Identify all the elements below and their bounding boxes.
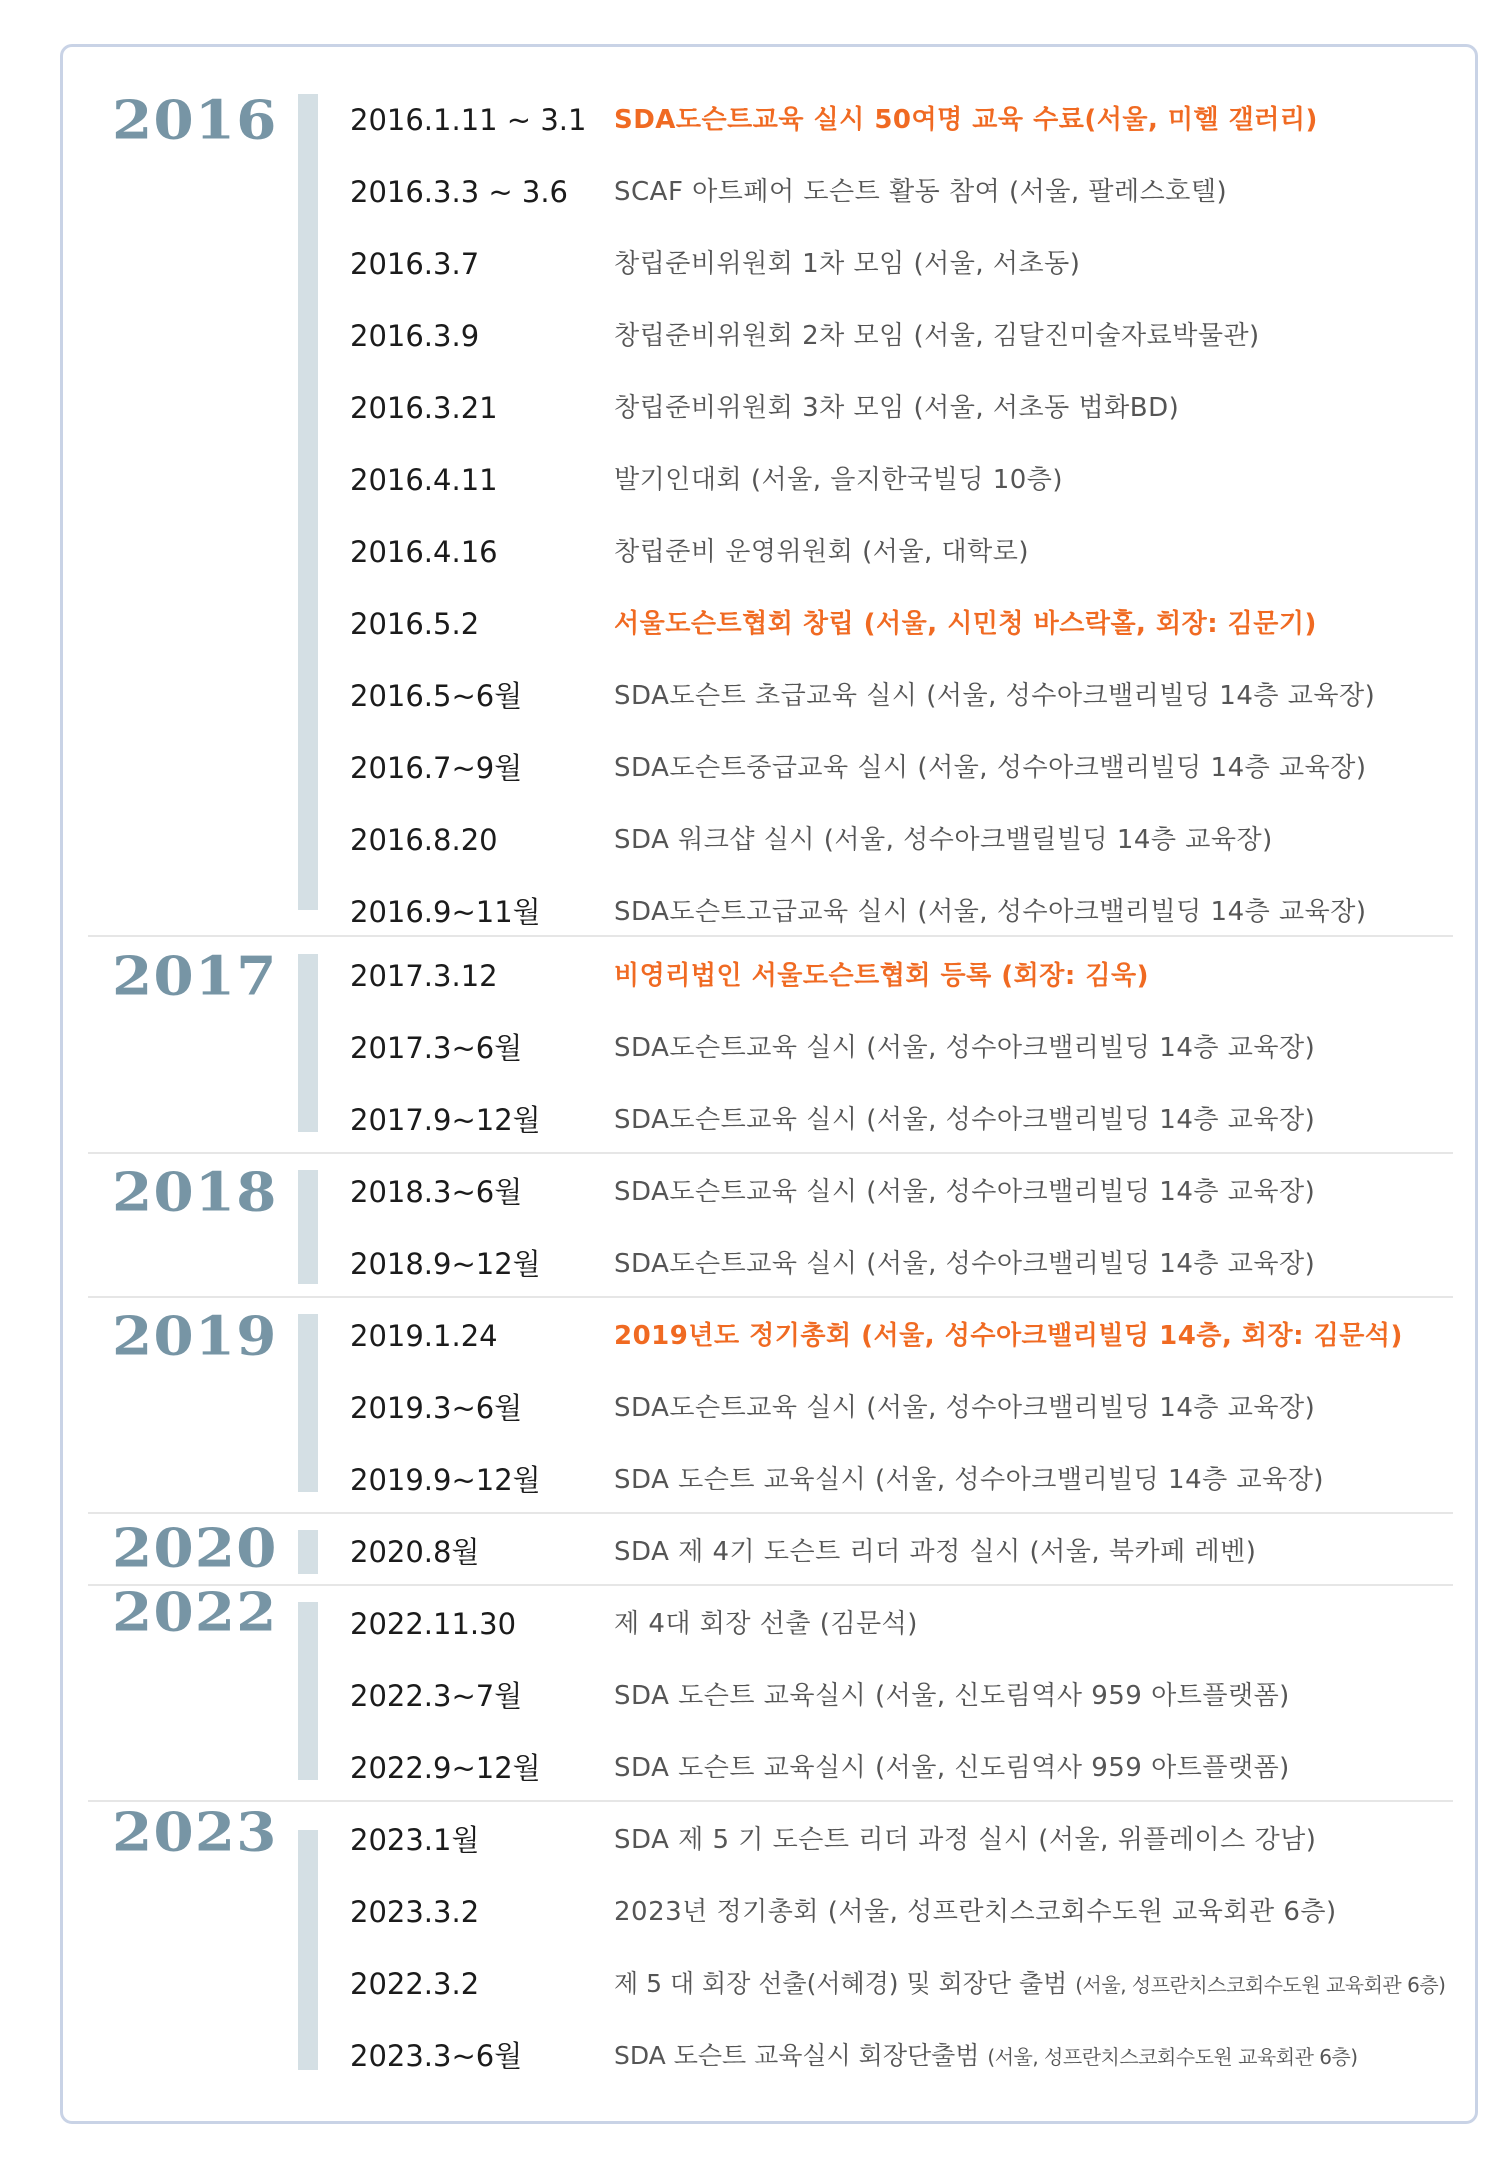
- event-desc: 2023년 정기총회 (서울, 성프란치스코회수도원 교육회관 6층): [614, 1897, 1337, 1927]
- event-desc: SDA 도슨트 교육실시 (서울, 신도림역사 959 아트플랫폼): [614, 1681, 1290, 1711]
- event-desc: 창립준비위원회 3차 모임 (서울, 서초동 법화BD): [614, 393, 1180, 423]
- section-2018: [88, 1156, 1453, 1300]
- section-divider: [88, 1512, 1453, 1514]
- event-row: [350, 1876, 1460, 1948]
- event-row: [350, 876, 1460, 948]
- event-row: [350, 1444, 1460, 1516]
- event-row: [350, 156, 1460, 228]
- event-row: [350, 1012, 1460, 1084]
- event-desc: SDA도슨트고급교육 실시 (서울, 성수아크밸리빌딩 14층 교육장): [614, 897, 1367, 927]
- event-desc: SDA 도슨트 교육실시 (서울, 성수아크밸리빌딩 14층 교육장): [614, 1465, 1325, 1495]
- event-date: 2020.8월: [350, 1535, 480, 1569]
- event-date: 2017.3.12: [350, 959, 498, 993]
- event-row: [350, 2020, 1460, 2092]
- event-date: 2022.11.30: [350, 1607, 517, 1641]
- event-desc-main: 제 5 대 회장 선출(서혜경) 및 회장단 출범: [614, 1969, 1068, 1998]
- section-2023: [88, 1800, 1453, 2092]
- event-desc: SCAF 아트페어 도슨트 활동 참여 (서울, 팔레스호텔): [614, 177, 1228, 207]
- timeline-bar: [298, 1830, 318, 2070]
- section-divider: [88, 1584, 1453, 1586]
- event-date: 2019.3~6월: [350, 1391, 523, 1425]
- event-desc: SDA 도슨트 교육실시 (서울, 신도림역사 959 아트플랫폼): [614, 1753, 1290, 1783]
- event-desc: SDA 워크샵 실시 (서울, 성수아크밸릴빌딩 14층 교육장): [614, 825, 1273, 855]
- event-row: [350, 300, 1460, 372]
- event-row: [350, 444, 1460, 516]
- event-date: 2023.3.2: [350, 1895, 480, 1929]
- event-desc: 제 4대 회장 선출 (김문석): [614, 1609, 918, 1639]
- event-row: [350, 1660, 1460, 1732]
- event-date: 2022.3~7월: [350, 1679, 523, 1713]
- event-date: 2016.3.21: [350, 391, 498, 425]
- event-row: [350, 516, 1460, 588]
- event-row: [350, 1372, 1460, 1444]
- event-desc: 창립준비위원회 1차 모임 (서울, 서초동): [614, 249, 1081, 279]
- event-date: 2016.3.9: [350, 319, 480, 353]
- event-date: 2016.1.11 ~ 3.1: [350, 103, 587, 137]
- event-desc-highlight: SDA도슨트교육 실시 50여명 교육 수료(서울, 미헬 갤러리): [614, 105, 1318, 135]
- year-heading: 2019: [112, 1304, 278, 1368]
- event-row: [350, 1300, 1460, 1372]
- event-date: 2016.7~9월: [350, 751, 523, 785]
- event-row: [350, 660, 1460, 732]
- year-heading: 2017: [112, 944, 278, 1008]
- event-date: 2018.3~6월: [350, 1175, 523, 1209]
- event-row: [350, 228, 1460, 300]
- event-desc: SDA도슨트교육 실시 (서울, 성수아크밸리빌딩 14층 교육장): [614, 1393, 1316, 1423]
- event-date: 2018.9~12월: [350, 1247, 541, 1281]
- event-date: 2017.9~12월: [350, 1103, 541, 1137]
- event-date: 2017.3~6월: [350, 1031, 523, 1065]
- event-row: [350, 804, 1460, 876]
- event-row: [350, 372, 1460, 444]
- event-date: 2023.3~6월: [350, 2039, 523, 2073]
- section-2022: [88, 1580, 1453, 1804]
- event-date: 2016.4.11: [350, 463, 498, 497]
- year-heading: 2022: [112, 1580, 278, 1644]
- year-heading: 2016: [112, 88, 278, 152]
- event-desc: SDA 제 5 기 도슨트 리더 과정 실시 (서울, 위플레이스 강남): [614, 1825, 1317, 1855]
- year-heading: 2023: [112, 1800, 278, 1864]
- event-desc: [614, 2020, 1358, 2092]
- event-desc: SDA도슨트교육 실시 (서울, 성수아크밸리빌딩 14층 교육장): [614, 1249, 1316, 1279]
- event-desc: SDA도슨트교육 실시 (서울, 성수아크밸리빌딩 14층 교육장): [614, 1105, 1316, 1135]
- section-divider: [88, 935, 1453, 937]
- event-desc: [614, 1948, 1445, 2020]
- event-date: 2016.3.3 ~ 3.6: [350, 175, 568, 209]
- event-desc: SDA 제 4기 도슨트 리더 과정 실시 (서울, 북카페 레벤): [614, 1537, 1257, 1567]
- event-row: [350, 1084, 1460, 1156]
- event-date: 2016.5~6월: [350, 679, 523, 713]
- section-divider: [88, 1800, 1453, 1802]
- event-date: 2016.4.16: [350, 535, 498, 569]
- timeline-bar: [298, 1530, 318, 1574]
- timeline-bar: [298, 1170, 318, 1284]
- event-desc-main: SDA 도슨트 교육실시 회장단출범: [614, 2041, 980, 2070]
- event-row: [350, 588, 1460, 660]
- event-desc-highlight: 서울도슨트협회 창립 (서울, 시민청 바스락홀, 회장: 김문기): [614, 609, 1317, 639]
- event-row: [350, 1948, 1460, 2020]
- event-desc: SDA도슨트교육 실시 (서울, 성수아크밸리빌딩 14층 교육장): [614, 1177, 1316, 1207]
- event-desc: 창립준비위원회 2차 모임 (서울, 김달진미술자료박물관): [614, 321, 1260, 351]
- event-desc-location: (서울, 성프란치스코회수도원 교육회관 6층): [987, 2045, 1358, 2069]
- event-desc: SDA도슨트 초급교육 실시 (서울, 성수아크밸리빌딩 14층 교육장): [614, 681, 1376, 711]
- event-row: [350, 84, 1460, 156]
- section-2016: [88, 84, 1453, 936]
- event-row: [350, 940, 1460, 1012]
- timeline-bar: [298, 1314, 318, 1492]
- section-2020: [88, 1516, 1453, 1588]
- event-desc: SDA도슨트중급교육 실시 (서울, 성수아크밸리빌딩 14층 교육장): [614, 753, 1367, 783]
- event-row: [350, 1156, 1460, 1228]
- section-2019: [88, 1300, 1453, 1516]
- event-date: 2016.3.7: [350, 247, 480, 281]
- timeline-bar: [298, 1602, 318, 1780]
- event-date: 2019.9~12월: [350, 1463, 541, 1497]
- year-heading: 2018: [112, 1160, 278, 1224]
- timeline-bar: [298, 954, 318, 1132]
- year-heading: 2020: [112, 1516, 278, 1580]
- event-date: 2016.9~11월: [350, 895, 541, 929]
- event-date: 2022.3.2: [350, 1967, 480, 2001]
- event-date: 2019.1.24: [350, 1319, 498, 1353]
- event-row: [350, 1228, 1460, 1300]
- event-row: [350, 732, 1460, 804]
- event-desc: 발기인대회 (서울, 을지한국빌딩 10층): [614, 465, 1064, 495]
- event-desc-highlight: 비영리법인 서울도슨트협회 등록 (회장: 김욱): [614, 961, 1149, 991]
- event-desc: 창립준비 운영위원회 (서울, 대학로): [614, 537, 1029, 567]
- event-row: [350, 1732, 1460, 1804]
- timeline-bar: [298, 94, 318, 910]
- event-desc-location: (서울, 성프란치스코회수도원 교육회관 6층): [1075, 1973, 1446, 1997]
- section-divider: [88, 1152, 1453, 1154]
- event-date: 2022.9~12월: [350, 1751, 541, 1785]
- section-2017: [88, 940, 1453, 1156]
- event-row: [350, 1516, 1460, 1588]
- event-desc-highlight: 2019년도 정기총회 (서울, 성수아크밸리빌딩 14층, 회장: 김문석): [614, 1321, 1403, 1351]
- event-date: 2016.5.2: [350, 607, 480, 641]
- event-date: 2023.1월: [350, 1823, 480, 1857]
- event-row: [350, 1588, 1460, 1660]
- event-row: [350, 1804, 1460, 1876]
- event-date: 2016.8.20: [350, 823, 498, 857]
- event-desc: SDA도슨트교육 실시 (서울, 성수아크밸리빌딩 14층 교육장): [614, 1033, 1316, 1063]
- section-divider: [88, 1296, 1453, 1298]
